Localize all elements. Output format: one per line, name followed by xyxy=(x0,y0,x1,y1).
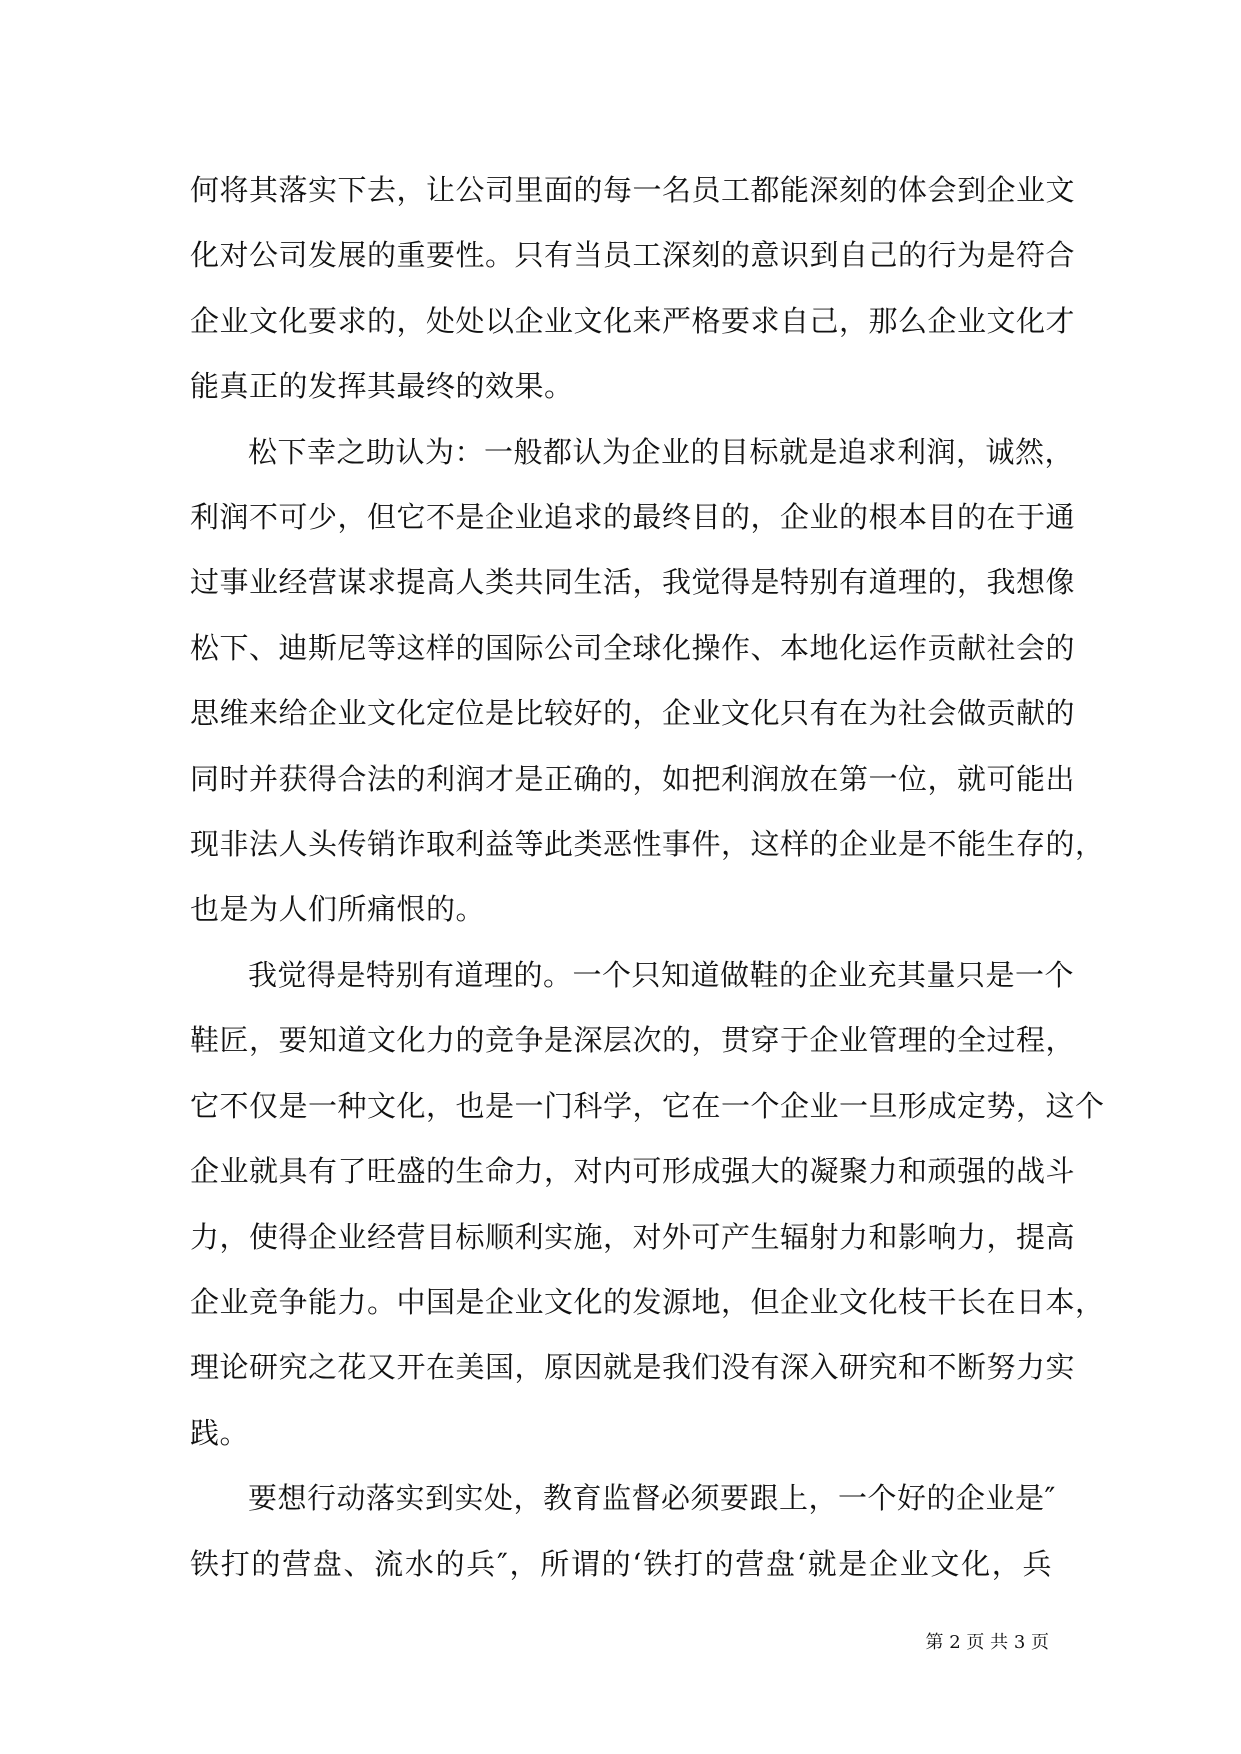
text-line: 鞋匠，要知道文化力的竞争是深层次的，贯穿于企业管理的全过程， xyxy=(190,1023,1076,1058)
text-line: 能真正的发挥其最终的效果。 xyxy=(190,369,574,404)
text-line: 企业文化要求的，处处以企业文化来严格要求自己，那么企业文化才 xyxy=(190,303,1076,338)
text-line: 松下幸之助认为：一般都认为企业的目标就是追求利润，诚然， xyxy=(248,434,1075,469)
text-line: 也是为人们所痛恨的。 xyxy=(190,892,486,927)
text-line: 何将其落实下去，让公司里面的每一名员工都能深刻的体会到企业文 xyxy=(190,173,1076,207)
page-footer xyxy=(0,1628,1241,1654)
paragraph-3 xyxy=(190,943,1105,1466)
document-body xyxy=(190,158,1105,1597)
paragraph-1 xyxy=(190,158,1076,420)
text-line: 企业竞争能力。中国是企业文化的发源地，但企业文化枝干长在日本， xyxy=(190,1284,1105,1319)
text-line: 同时并获得合法的利润才是正确的，如把利润放在第一位，就可能出 xyxy=(190,761,1076,796)
text-line: 过事业经营谋求提高人类共同生活，我觉得是特别有道理的，我想像 xyxy=(190,565,1076,600)
paragraph-2 xyxy=(190,420,1105,943)
text-line: 思维来给企业文化定位是比较好的，企业文化只有在为社会做贡献的 xyxy=(190,696,1076,731)
text-line: 企业就具有了旺盛的生命力，对内可形成强大的凝聚力和顽强的战斗 xyxy=(190,1154,1076,1189)
text-line: 它不仅是一种文化，也是一门科学，它在一个企业一旦形成定势，这个 xyxy=(190,1088,1105,1123)
text-line: 松下、迪斯尼等这样的国际公司全球化操作、本地化运作贡献社会的 xyxy=(190,630,1076,665)
text-line: 践。 xyxy=(190,1415,250,1450)
text-line: 化对公司发展的重要性。只有当员工深刻的意识到自己的行为是符合 xyxy=(190,238,1076,273)
text-line: 利润不可少，但它不是企业追求的最终目的，企业的根本目的在于通 xyxy=(190,500,1076,535)
page-number: 第 2 页 共 3 页 xyxy=(925,1632,1049,1653)
text-line: 我觉得是特别有道理的。一个只知道做鞋的企业充其量只是一个 xyxy=(248,957,1075,992)
text-line: 现非法人头传销诈取利益等此类恶性事件，这样的企业是不能生存的， xyxy=(190,827,1105,862)
paragraph-4 xyxy=(190,1466,1056,1597)
text-line: 力，使得企业经营目标顺利实施，对外可产生辐射力和影响力，提高 xyxy=(190,1219,1076,1254)
text-line: 要想行动落实到实处，教育监督必须要跟上，一个好的企业是″ xyxy=(248,1481,1056,1516)
text-line: 铁打的营盘、流水的兵″，所谓的‘铁打的营盘‘就是企业文化，兵 xyxy=(190,1546,1052,1581)
text-line: 理论研究之花又开在美国，原因就是我们没有深入研究和不断努力实 xyxy=(190,1350,1076,1385)
